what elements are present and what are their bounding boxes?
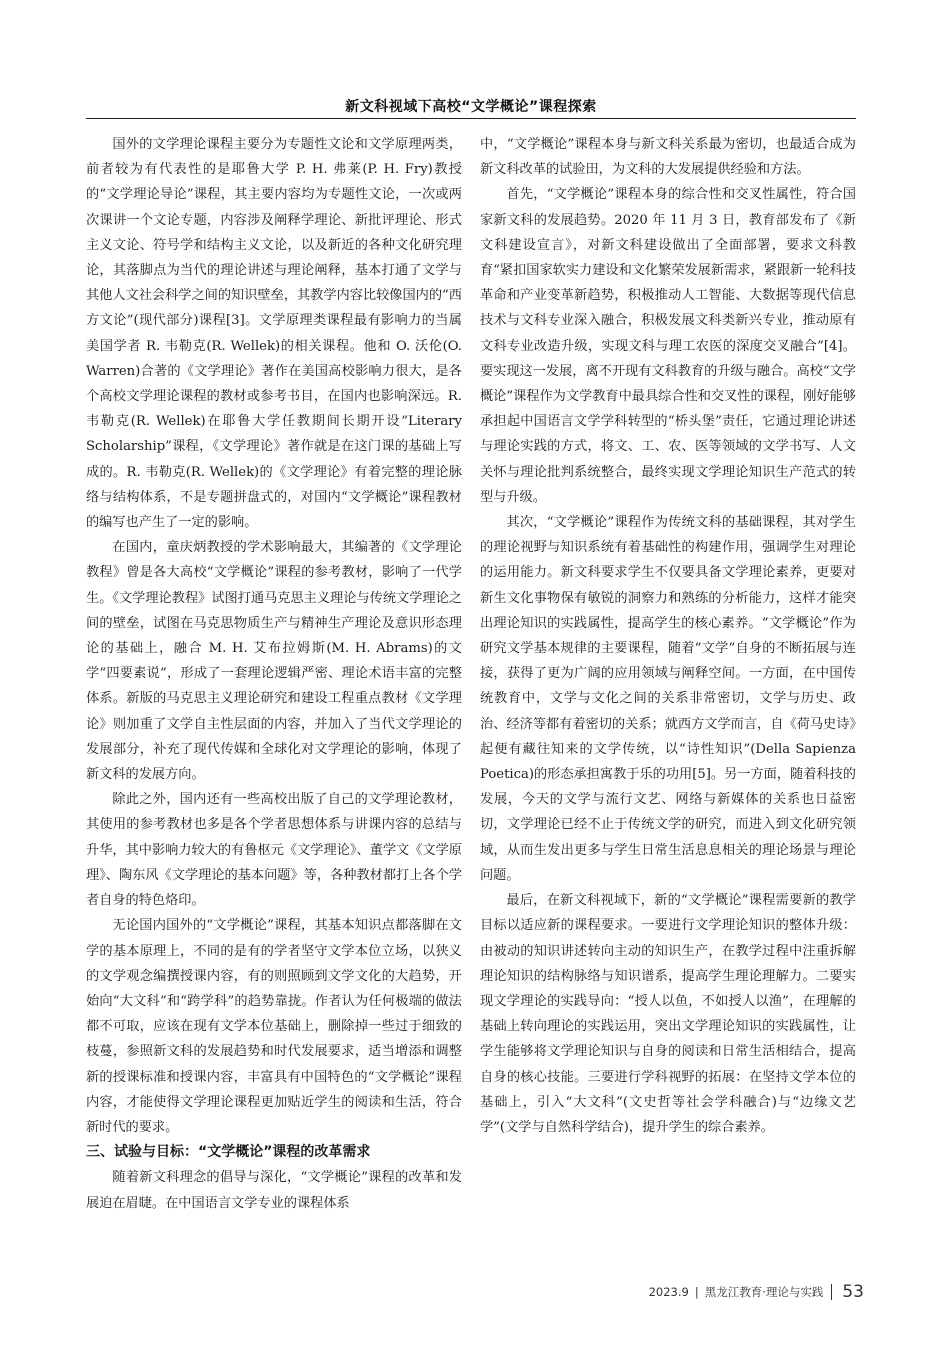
running-header: 新文科视域下高校“文学概论”课程探索 <box>345 99 597 115</box>
issue-label: 2023.9 <box>648 1285 689 1299</box>
section-heading: 三、试验与目标：“文学概论”课程的改革需求 <box>86 1144 371 1161</box>
paragraph: 国外的文学理论课程主要分为专题性文论和文学原理两类，前者较为有代表性的是耶鲁大学 P. H. 弗莱(P. H. Fry)教授的“文学理论导论”课程，其主要内容均为专题性文论，一次或两次课讲一个文论专题，内容涉及阐释学理论、新批评理论、形式主义文论、符号学和结构主义文论，以及新近的各种文化研究理论，其落脚点为当代的理论讲述与理论阐释，基本打通了文学与其他人文社会科学之间的知识壁垒，其教学内容比较像国内的“西方文论”(现代部分)课程[3]。文学原理类课程最有影响力的当属美国学者 R. 韦勒克(R. Wellek)的相关课程。他和 O. 沃伦(O. Warren)合著的《文学理论》著作在美国高校影响力很大，是各个高校文学理论课程的教材或参考书目，在国内也影响深远。R. 韦勒克(R. Wellek)在耶鲁大学任教期间长期开设“Literary Scholarship”课程，《文学理论》著作就是在这门课的基础上写成的。R. 韦勒克(R. Wellek)的《文学理论》有着完整的理论脉络与结构体系，不是专题拼盘式的，对国内“文学概论”课程教材的编写也产生了一定的影响。 <box>86 137 462 531</box>
paragraph: 除此之外，国内还有一些高校出版了自己的文学理论教材，其使用的参考教材也多是各个学者思想体系与讲课内容的总结与升华，其中影响力较大的有鲁枢元《文学理论》、董学文《文学原理》、陶东风《文学理论的基本问题》等，各种教材都打上各个学者自身的特色烙印。 <box>86 792 462 909</box>
paragraph: 首先，“文学概论”课程本身的综合性和交叉性属性，符合国家新文科的发展趋势。2020 年 11 月 3 日，教育部发布了《新文科建设宣言》，对新文科建设做出了全面部署，要求文科教育“紧扣国家软实力建设和文化繁荣发展新需求，紧跟新一轮科技革命和产业变革新趋势，积极推动人工智能、大数据等现代信息技术与文科专业深入融合，积极发展文科类新兴专业，推动原有文科专业改造升级，实现文科与理工农医的深度交叉融合”[4]。要实现这一发展，离不开现有文科教育的升级与融合。高校“文学概论”课程作为文学教育中最具综合性和交叉性的课程，刚好能够承担起中国语言文学学科转型的“桥头堡”责任，它通过理论讲述与理论实践的方式，将文、工、农、医等领域的文学书写、人文关怀与理论批判系统整合，最终实现文学理论知识生产范式的转型与升级。 <box>480 187 856 505</box>
paragraph-continuation: 中，“文学概论”课程本身与新文科关系最为密切，也最适合成为新文科改革的试验田，为文科的大发展提供经验和方法。 <box>480 137 856 178</box>
page-number: 53 <box>842 1282 864 1302</box>
paragraph: 无论国内国外的“文学概论”课程，其基本知识点都落脚在文学的基本原理上，不同的是有的学者坚守文学本位立场，以狭义的文学观念编撰授课内容，有的则照顾到文学文化的大趋势，开始向“大文科”和“跨学科”的趋势靠拢。作者认为任何极端的做法都不可取，应该在现有文学本位基础上，删除掉一些过于细致的枝蔓，参照新文科的发展趋势和时代发展要求，适当增添和调整新的授课标准和授课内容，丰富具有中国特色的“文学概论”课程内容，才能使得文学理论课程更加贴近学生的阅读和生活，符合新时代的要求。 <box>86 918 462 1135</box>
paragraph: 随着新文科理念的倡导与深化，“文学概论”课程的改革和发展迫在眉睫。在中国语言文学专业的课程体系 <box>86 1170 462 1211</box>
footer-separator: | <box>694 1285 699 1299</box>
right-column <box>480 132 856 1140</box>
journal-name: 黑龙江教育·理论与实践 <box>704 1285 824 1299</box>
left-column <box>86 132 462 1216</box>
page-footer <box>649 1282 864 1302</box>
header-rule <box>86 118 856 119</box>
paragraph: 最后，在新文科视域下，新的“文学概论”课程需要新的教学目标以适应新的课程要求。一要进行文学理论知识的整体升级：由被动的知识讲述转向主动的知识生产，在教学过程中注重拆解理论知识的结构脉络与知识谱系，提高学生理论理解力。二要实现文学理论的实践导向：“授人以鱼，不如授人以渔”，在理解的基础上转向理论的实践运用，突出文学理论知识的实践属性，让学生能够将文学理论知识与自身的阅读和日常生活相结合，提高自身的核心技能。三要进行学科视野的拓展：在坚持文学本位的基础上，引入“大文科”(文史哲等社会学科融合)与“边缘文艺学”(文学与自然科学结合)，提升学生的综合素养。 <box>480 893 856 1135</box>
footer-divider <box>831 1284 832 1300</box>
paragraph: 其次，“文学概论”课程作为传统文科的基础课程，其对学生的理论视野与知识系统有着基础性的构建作用，强调学生对理论的运用能力。新文科要求学生不仅要具备文学理论素养，更要对新生文化事物保有敏锐的洞察力和熟练的分析能力，这样才能突出理论知识的实践属性，提高学生的核心素养。“文学概论”作为研究文学基本规律的主要课程，随着“文学”自身的不断拓展与连接，获得了更为广阔的应用领域与阐释空间。一方面，在中国传统教育中，文学与文化之间的关系非常密切，文学与历史、政治、经济等都有着密切的关系；就西方文学而言，自《荷马史诗》起便有藏往知来的文学传统，以“诗性知识”(Della Sapienza Poetica)的形态承担寓教于乐的功用[5]。另一方面，随着科技的发展，今天的文学与流行文艺、网络与新媒体的关系也日益密切，文学理论已经不止于传统文学的研究，而进入到文化研究领域，从而生发出更多与学生日常生活息息相关的理论场景与理论问题。 <box>480 515 856 883</box>
paragraph: 在国内，童庆炳教授的学术影响最大，其编著的《文学理论教程》曾是各大高校“文学概论”课程的参考教材，影响了一代学生。《文学理论教程》试图打通马克思主义理论与传统文学理论之间的壁垒，试图在马克思物质生产与精神生产理论及意识形态理论的基础上，融合 M. H. 艾布拉姆斯(M. H. Abrams)的文学“四要素说”，形成了一套理论逻辑严密、理论术语丰富的完整体系。新版的马克思主义理论研究和建设工程重点教材《文学理论》则加重了文学自主性层面的内容，并加入了当代文学理论的发展部分，补充了现代传媒和全球化对文学理论的影响，体现了新文科的发展方向。 <box>86 540 462 783</box>
